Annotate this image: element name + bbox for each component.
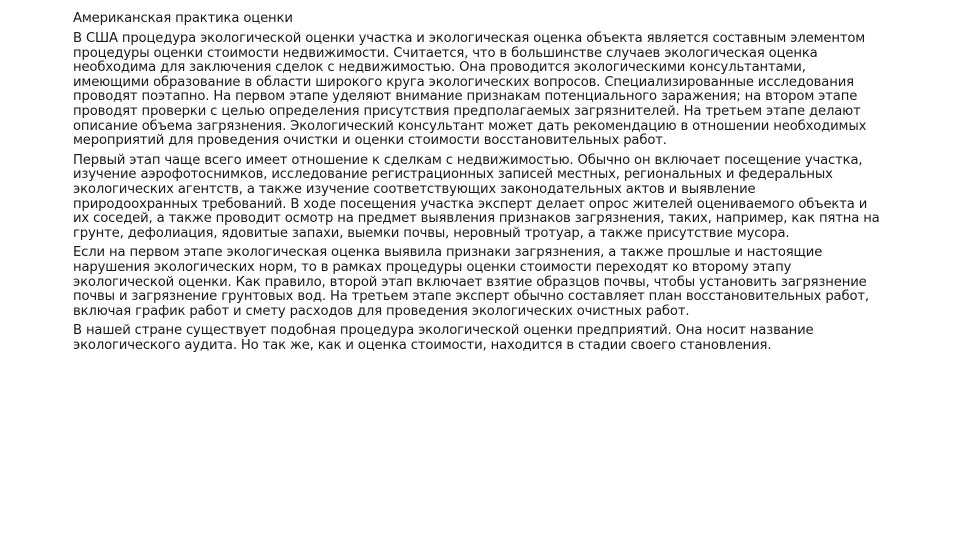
text-body [73,11,883,358]
paragraph-2: Первый этап чаще всего имеет отношение к сделкам с недвижимостью. Обычно он включает посещение участка, изучение аэрофотоснимков, исследование регистрационных записей местных, региональных и федеральных экологических агентств, а также изучение соответствующих законодательных актов и выявление природоохранных требований. В ходе посещения участка эксперт делает опрос жителей оцениваемого объекта и их соседей, а также проводит осмотр на предмет выявления признаков загрязнения, таких, например, как пятна на грунте, дефолиация, ядовитые запахи, выемки почвы, неровный тротуар, а также присутствие мусора. [73,152,880,241]
paragraph-3: Если на первом этапе экологическая оценка выявила признаки загрязнения, а также прошлые и настоящие нарушения экологических норм, то в рамках процедуры оценки стоимости переходят ко второму этапу экологической оценки. Как правило, второй этап включает взятие образцов почвы, чтобы установить загрязнение почвы и загрязнение грунтовых вод. На третьем этапе эксперт обычно составляет план восстановительных работ, включая график работ и смету расходов для проведения экологических очистных работ. [73,245,869,319]
paragraph-1: В США процедура экологической оценки участка и экологическая оценка объекта является составным элементом процедуры оценки стоимости недвижимости. Считается, что в большинстве случаев экологическая оценка необходима для заключения сделок с недвижимостью. Она проводится экологическими консультантами, имеющими образование в области широкого круга экологических вопросов. Специализированные исследования проводят поэтапно. На первом этапе уделяют внимание признакам потенциального заражения; на втором этапе проводят проверки с целью определения присутствия предполагаемых загрязнителей. На третьем этапе делают описание объема загрязнения. Экологический консультант может дать рекомендацию в отношении необходимых мероприятий для проведения очистки и оценки стоимости восстановительных работ. [73,31,867,149]
slide-title: Американская практика оценки [73,11,293,26]
paragraph-4: В нашей стране существует подобная процедура экологической оценки предприятий. Она носит название экологического аудита. Но так же, как и оценка стоимости, находится в стадии своего становления. [73,323,814,353]
